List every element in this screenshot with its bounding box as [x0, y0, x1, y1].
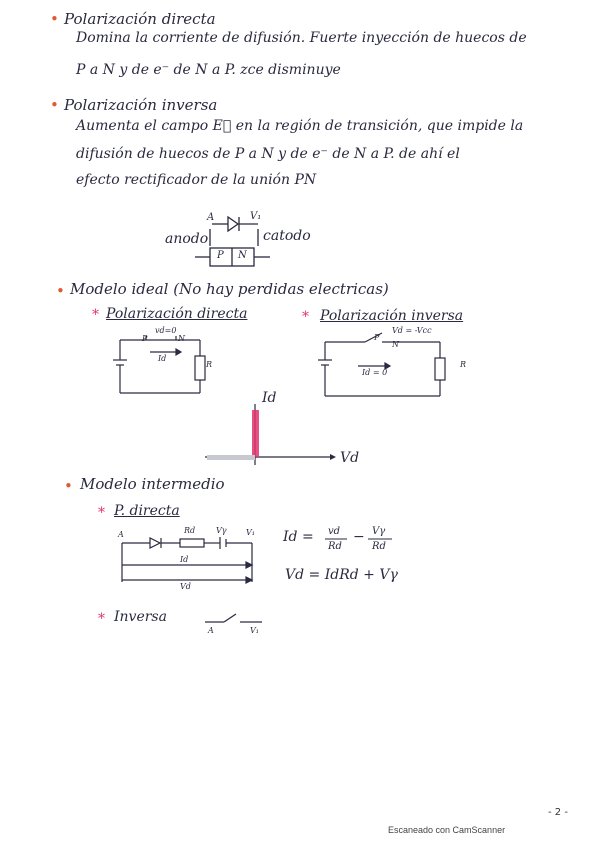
equation1-num1: vd [328, 526, 341, 537]
section1-line1: Domina la corriente de difusión. Fuerte inyección de huecos de [76, 30, 527, 46]
equation1-num2: Vγ [372, 526, 386, 537]
scanner-watermark: Escaneado con CamScanner [388, 825, 506, 835]
ideal-inverse-title: Polarización inversa [320, 308, 464, 324]
pn-label-n: N [238, 250, 247, 261]
equation1-den1: Rd [328, 541, 342, 552]
section2-line1: Aumenta el campo E⃗ en la región de transición, que impide la [76, 118, 524, 134]
page-number: - 2 - [548, 807, 568, 818]
intermediate-inverse-title: Inversa [114, 609, 167, 625]
zero-current-shading [207, 455, 255, 460]
section2-line3: efecto rectificador de la unión PN [76, 172, 317, 188]
ideal-direct-circuit [113, 336, 205, 393]
intermediate-label-vd: Vd [180, 582, 191, 591]
section2-bullet: • [50, 96, 59, 114]
ideal-iv-graph [205, 404, 336, 465]
diode-label-v: V₁ [250, 211, 262, 222]
vertical-current-highlight [252, 410, 259, 457]
section2-title: Polarización inversa [64, 96, 218, 114]
diode-anodo-label: anodo [165, 231, 209, 247]
section3-bullet: • [56, 282, 65, 300]
section3-title: Modelo ideal (No hay perdidas electricas) [70, 280, 389, 298]
section3-star-inverse: * [302, 309, 309, 325]
diode-label-a: A [207, 212, 215, 223]
pn-block [195, 248, 270, 266]
equation1-minus: − [353, 529, 365, 545]
section4-star-inverse: * [98, 611, 105, 627]
intermediate-label-rd: Rd [184, 526, 196, 535]
intermediate-direct-title: P. directa [114, 503, 180, 519]
ideal-inverse-circuit [318, 333, 445, 396]
ideal-inverse-n: N [392, 340, 399, 349]
ideal-inverse-id: Id = 0 [362, 368, 388, 377]
ideal-direct-title: Polarización directa [106, 306, 248, 322]
inverse-label-v: V₁ [250, 626, 259, 635]
intermediate-label-v: V₁ [246, 528, 255, 537]
ideal-direct-r: R [206, 360, 213, 369]
inverse-open-switch [205, 614, 262, 622]
section4-title: Modelo intermedio [80, 475, 225, 493]
ideal-direct-p: P [142, 334, 148, 343]
section1-bullet: • [50, 10, 59, 28]
section1-title: Polarización directa [64, 10, 216, 28]
ideal-inverse-r: R [460, 360, 467, 369]
ideal-direct-n: N [178, 334, 185, 343]
section4-star-direct: * [98, 505, 105, 521]
ideal-inverse-vd: Vd = -Vcc [392, 326, 432, 335]
inverse-label-a: A [208, 626, 214, 635]
ideal-direct-vd: vd=0 [155, 326, 177, 335]
ideal-graph-x-label: Vd [340, 450, 360, 466]
section3-star-direct: * [92, 307, 99, 323]
pn-label-p: P [217, 250, 224, 261]
intermediate-label-vy: Vγ [216, 526, 227, 535]
equation1-den2: Rd [372, 541, 386, 552]
ideal-direct-id: Id [158, 354, 167, 363]
diode-catodo-label: catodo [263, 228, 311, 244]
intermediate-label-id: Id [180, 555, 189, 564]
ideal-inverse-p: P [374, 333, 380, 342]
intermediate-label-a: A [118, 530, 124, 539]
ideal-graph-y-label: Id [262, 390, 277, 406]
section1-line2: P a N y de e⁻ de N a P. zce disminuye [76, 62, 341, 78]
equation1-lhs: Id = [283, 529, 314, 545]
equation2: Vd = IdRd + Vγ [285, 567, 398, 583]
section4-bullet: • [64, 477, 73, 495]
section2-line2: difusión de huecos de P a N y de e⁻ de N a P. de ahí el [76, 146, 460, 162]
